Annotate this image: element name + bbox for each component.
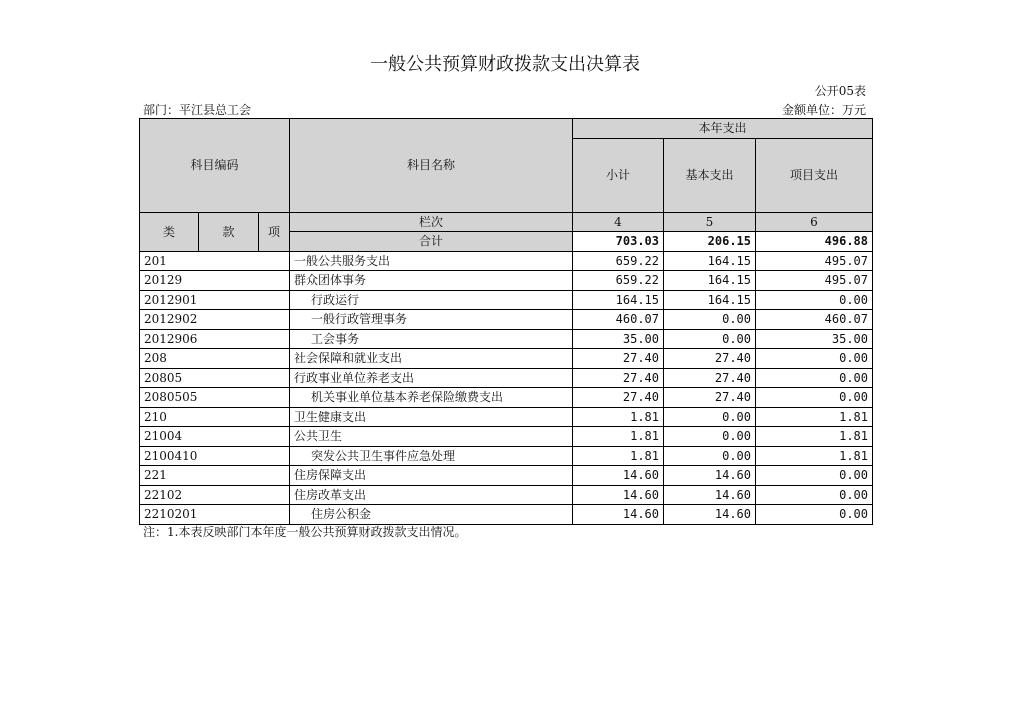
subject-name: 突发公共卫生事件应急处理 xyxy=(290,446,573,466)
form-number: 公开05表 xyxy=(814,84,866,98)
project-value: 1.81 xyxy=(756,427,873,447)
table-row xyxy=(140,446,873,466)
subtotal-value: 659.22 xyxy=(573,271,664,291)
basic-value: 27.40 xyxy=(664,368,756,388)
header-lei: 类 xyxy=(140,212,199,251)
subtotal-value: 27.40 xyxy=(573,368,664,388)
subject-code: 2012906 xyxy=(140,329,290,349)
subject-code: 22102 xyxy=(140,485,290,505)
project-value: 0.00 xyxy=(756,388,873,408)
table-row xyxy=(140,290,873,310)
header-basic: 基本支出 xyxy=(664,138,756,212)
basic-value: 0.00 xyxy=(664,427,756,447)
department-label: 部门：平江县总工会 xyxy=(143,103,252,117)
subject-name: 机关事业单位基本养老保险缴费支出 xyxy=(290,388,573,408)
table-row xyxy=(140,368,873,388)
project-value: 1.81 xyxy=(756,407,873,427)
basic-value: 27.40 xyxy=(664,388,756,408)
subject-code: 2080505 xyxy=(140,388,290,408)
table-row xyxy=(140,485,873,505)
table-row xyxy=(140,271,873,291)
subject-name: 行政事业单位养老支出 xyxy=(290,368,573,388)
subject-name: 工会事务 xyxy=(290,329,573,349)
table-row xyxy=(140,310,873,330)
column-number-4: 4 xyxy=(573,212,664,232)
header-subject-name: 科目名称 xyxy=(290,119,573,213)
subtotal-value: 1.81 xyxy=(573,407,664,427)
table-row xyxy=(140,388,873,408)
project-value: 0.00 xyxy=(756,349,873,369)
subject-code: 21004 xyxy=(140,427,290,447)
basic-value: 164.15 xyxy=(664,251,756,271)
header-xiang: 项 xyxy=(259,212,290,251)
amount-unit-label: 金额单位：万元 xyxy=(781,103,866,117)
footnote: 注：1.本表反映部门本年度一般公共预算财政拨款支出情况。 xyxy=(143,525,467,539)
subtotal-value: 1.81 xyxy=(573,446,664,466)
subject-code: 221 xyxy=(140,466,290,486)
expenditure-table xyxy=(139,118,873,525)
basic-value: 27.40 xyxy=(664,349,756,369)
basic-value: 164.15 xyxy=(664,271,756,291)
project-value: 0.00 xyxy=(756,290,873,310)
basic-value: 14.60 xyxy=(664,466,756,486)
project-value: 460.07 xyxy=(756,310,873,330)
total-label: 合计 xyxy=(290,232,573,252)
subject-code: 201 xyxy=(140,251,290,271)
table-row xyxy=(140,505,873,525)
table-row xyxy=(140,251,873,271)
subtotal-value: 27.40 xyxy=(573,388,664,408)
subject-name: 行政运行 xyxy=(290,290,573,310)
subtotal-value: 14.60 xyxy=(573,505,664,525)
subject-name: 住房改革支出 xyxy=(290,485,573,505)
subtotal-value: 1.81 xyxy=(573,427,664,447)
project-value: 0.00 xyxy=(756,466,873,486)
subtotal-value: 27.40 xyxy=(573,349,664,369)
page-title: 一般公共预算财政拨款支出决算表 xyxy=(370,54,640,75)
subject-code: 210 xyxy=(140,407,290,427)
subject-name: 一般行政管理事务 xyxy=(290,310,573,330)
column-number-6: 6 xyxy=(756,212,873,232)
basic-value: 0.00 xyxy=(664,329,756,349)
project-value: 0.00 xyxy=(756,485,873,505)
subtotal-value: 14.60 xyxy=(573,466,664,486)
subject-name: 公共卫生 xyxy=(290,427,573,447)
basic-value: 164.15 xyxy=(664,290,756,310)
basic-value: 0.00 xyxy=(664,310,756,330)
subject-code: 20805 xyxy=(140,368,290,388)
project-value: 495.07 xyxy=(756,271,873,291)
project-value: 495.07 xyxy=(756,251,873,271)
table-row xyxy=(140,329,873,349)
subtotal-value: 35.00 xyxy=(573,329,664,349)
subject-code: 208 xyxy=(140,349,290,369)
subject-name: 住房保障支出 xyxy=(290,466,573,486)
column-number-5: 5 xyxy=(664,212,756,232)
basic-value: 14.60 xyxy=(664,485,756,505)
basic-value: 0.00 xyxy=(664,446,756,466)
subject-name: 群众团体事务 xyxy=(290,271,573,291)
table-row xyxy=(140,466,873,486)
subject-code: 2012901 xyxy=(140,290,290,310)
subtotal-value: 164.15 xyxy=(573,290,664,310)
subject-name: 社会保障和就业支出 xyxy=(290,349,573,369)
subject-code: 2012902 xyxy=(140,310,290,330)
subject-name: 卫生健康支出 xyxy=(290,407,573,427)
subject-name: 一般公共服务支出 xyxy=(290,251,573,271)
table-row xyxy=(140,407,873,427)
project-value: 0.00 xyxy=(756,505,873,525)
header-subtotal: 小计 xyxy=(573,138,664,212)
header-year-spend: 本年支出 xyxy=(573,119,873,139)
header-kuan: 款 xyxy=(199,212,259,251)
subject-code: 2210201 xyxy=(140,505,290,525)
project-value: 35.00 xyxy=(756,329,873,349)
table-row xyxy=(140,349,873,369)
basic-value: 0.00 xyxy=(664,407,756,427)
total-subtotal: 703.03 xyxy=(573,232,664,252)
header-subject-code: 科目编码 xyxy=(140,119,290,213)
total-project: 496.88 xyxy=(756,232,873,252)
total-basic: 206.15 xyxy=(664,232,756,252)
header-project: 项目支出 xyxy=(756,138,873,212)
subtotal-value: 659.22 xyxy=(573,251,664,271)
subject-code: 2100410 xyxy=(140,446,290,466)
project-value: 0.00 xyxy=(756,368,873,388)
project-value: 1.81 xyxy=(756,446,873,466)
header-lanci: 栏次 xyxy=(290,212,573,232)
basic-value: 14.60 xyxy=(664,505,756,525)
subject-code: 20129 xyxy=(140,271,290,291)
subtotal-value: 14.60 xyxy=(573,485,664,505)
subject-name: 住房公积金 xyxy=(290,505,573,525)
table-row xyxy=(140,427,873,447)
subtotal-value: 460.07 xyxy=(573,310,664,330)
